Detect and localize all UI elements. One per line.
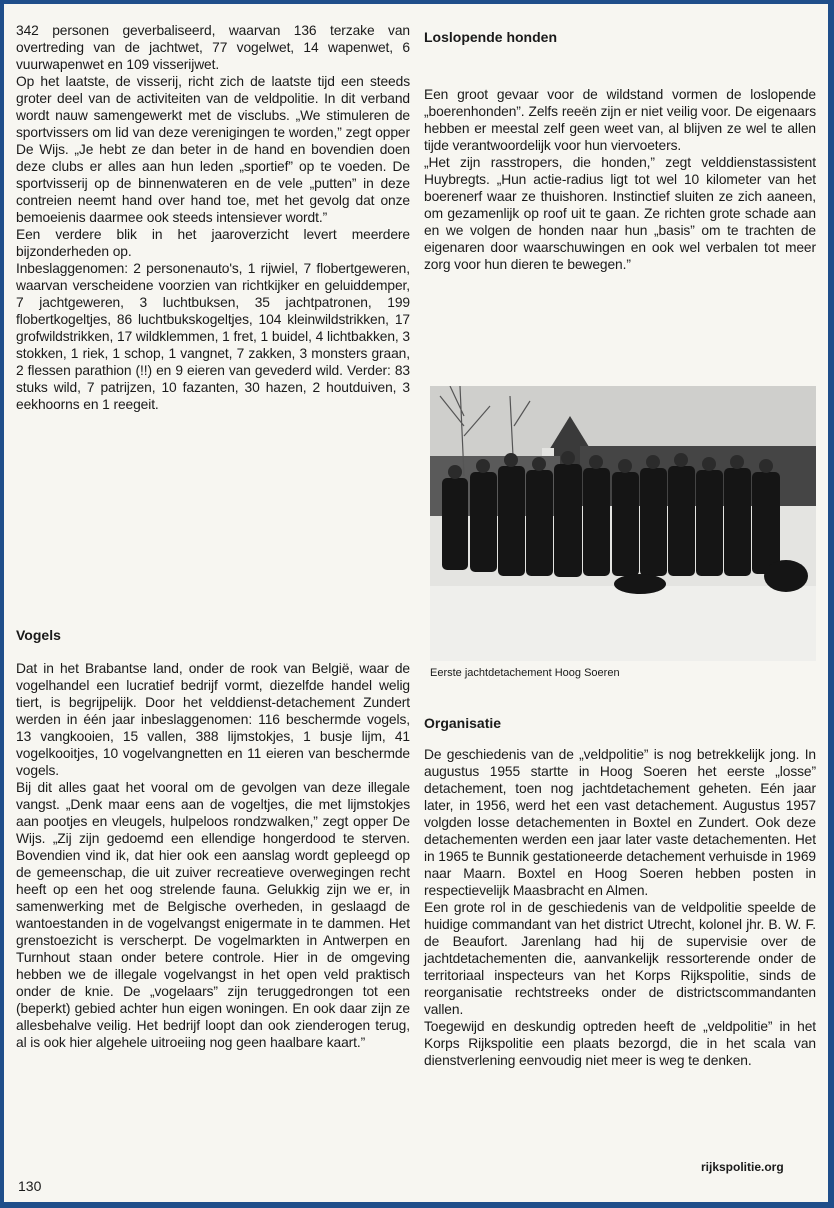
heading-loslopende-honden: Loslopende honden [424,29,557,45]
paragraph-inbeslaggenomen: Inbeslaggenomen: 2 personenauto's, 1 rijwiel, 7 flobertgeweren, waarvan verscheidene voorzien van richtkijker en geluiddemper, 7 jachtgeweren, 3 luchtbuksen, 35 jachtpatronen, 199 flobertkogeltjes, 86 luchtbukskogeltjes, 104 kleinwildstrikken, 17 grofwildstrikken, 17 wildklemmen, 1 fret, 1 buidel, 4 lichtbakken, 3 stokken, 1 riek, 1 schop, 1 vangnet, 7 zakken, 3 monsters graan, 2 flessen parathion (!!) en 9 eieren van gevederd wild. Verder: 83 stuks wild, 7 patrijzen, 10 fazanten, 30 hazen, 2 houtduiven, 3 eekhoorns en 1 reegeit. [16,261,410,412]
group-photo [430,386,816,661]
paragraph-rasstropers: „Het zijn rasstropers, die honden,” zegt velddienstassistent Huybregts. „Hun actie-radius ligt tot wel 10 kilometer van het boerenerf waar ze thuishoren. Instinctief sluiten ze zich aaneen, om gezamenlijk op roof uit te gaan. Ze richten grote schade aan en we volgen de honden naar hun „basis” om te trachten de eigenaren door waarschuwingen en ook wel verbalen tot meer zorg voor hun dieren te bewegen.” [424,155,816,272]
group-photo-illustration [430,386,816,661]
organisatie-section [424,746,816,1069]
paragraph-geschiedenis: De geschiedenis van de „veldpolitie” is nog betrekkelijk jong. In augustus 1955 startte in Hoog Soeren het eerste „losse” detachement, toen nog jachtdetachement geheten. Eén jaar later, in 1956, werd het een vast detachement. Augustus 1957 volgden losse detachementen in Boxtel en Zundert. Ook deze detachementen werden een jaar later vaste detachementen. Het in 1965 te Bunnik gestationeerde detachement verhuisde in 1969 naar Maarn. Boxtel en Hoog Soeren hebben posten in respectievelijk Maasbracht en Almen. [424,747,816,898]
paragraph-commandant: Een grote rol in de geschiedenis van de veldpolitie speelde de huidige commandant van het district Utrecht, kolonel jhr. B. W. F. de Beaufort. Jarenlang had hij de supervisie over de jachtdetachementen die, aanvankelijk ressorterende onder de territoriaal inspecteurs van het Korps Rijkspolitie, sinds de reorganisatie rechtstreeks onder de districtscommandanten vallen. [424,900,816,1017]
photo-caption: Eerste jachtdetachement Hoog Soeren [430,667,620,679]
vogels-section [16,660,410,1051]
left-column [16,22,410,413]
page-number: 130 [18,1178,42,1194]
paragraph-illegale-vangst: Bij dit alles gaat het vooral om de gevolgen van deze illegale vangst. „Denk maar eens aan de vogeltjes, die met lijmstokjes aan pootjes en vleugels, hulpeloos rondzwalken,” zegt opper De Wijs. „Zij zijn gedoemd een ellendige hongerdood te sterven. Bovendien vind ik, dat hier ook een aanslag wordt gepleegd op de gemeenschap, die uit zuiver recreatieve overwegingen recht heeft op een het oog strelende fauna. Gelukkig zijn we er, in samenwerking met de Belgische overheden, in geslaagd de wantoestanden in de vogelvangst enigermate in te dammen. Het grenstoezicht is verscherpt. De vogelmarkten in Antwerpen en Turnhout staan onder betere controle. Hier in de omgeving hebben we de illegale vogelvangst in het open veld praktisch onder de knie. De „vogelaars” zijn teruggedrongen tot een (beperkt) gebied achter hun eigen woningen. En ook daar zijn ze allesbehalve veilig. Het bedrijf loopt dan ook zienderogen terug, al is ook hier algehele uitroeiing nog geen haalbare kaart.” [16,780,410,1050]
honden-section [424,86,816,273]
paragraph-vogelhandel: Dat in het Brabantse land, onder de rook van België, waar de vogelhandel een lucratief bedrijf vormt, diezelfde handel welig tiert, is begrijpelijk. Door het velddienst-detachement Zundert werden in één jaar inbeslaggenomen: 116 beschermde vogels, 13 vangkooien, 15 vallen, 388 lijmstokjes, 1 busje lijm, 41 vogelkooitjes, 10 vogelvangnetten en 11 eieren van beschermde vogels. [16,661,410,778]
heading-organisatie: Organisatie [424,715,502,731]
heading-vogels: Vogels [16,627,61,643]
paragraph-verbalen: 342 personen geverbaliseerd, waarvan 136 terzake van overtreding van de jachtwet, 77 vogelwet, 14 wapenwet, 6 vuurwapenwet en 109 visserijwet. [16,23,410,72]
paragraph-boerenhonden: Een groot gevaar voor de wildstand vormen de loslopende „boerenhonden”. Zelfs reeën zijn er niet veilig voor. De eigenaars hebben er meestal zelf geen weet van, al blijven ze wel te allen tijde verantwoordelijk voor hun viervoeters. [424,87,816,153]
paragraph-toegewijd: Toegewijd en deskundig optreden heeft de „veldpolitie” in het Korps Rijkspolitie een plaats bezorgd, die in het scala van dienstverlening eenvoudig niet meer is weg te denken. [424,1019,816,1068]
paragraph-visserij: Op het laatste, de visserij, richt zich de laatste tijd een steeds groter deel van de activiteiten van de veldpolitie. In dit verband wordt nauw samengewerkt met de visclubs. „We stimuleren de sportvissers om lid van deze verenigingen te worden,” zegt opper De Wijs. „Je hebt ze dan beter in de hand en bovendien doen deze clubs er alles aan hun leden „sportief” op te voeden. De sportvisserij op de binnenwateren en de vele „putten” in deze contreien neemt hand over hand toe, met het gevolg dat onze bemoeienis daarmee ook steeds intensiever wordt.” [16,74,410,225]
watermark-link[interactable]: rijkspolitie.org [701,1160,784,1174]
paragraph-jaaroverzicht: Een verdere blik in het jaaroverzicht levert meerdere bijzonderheden op. [16,227,410,259]
magazine-page [4,4,828,1202]
